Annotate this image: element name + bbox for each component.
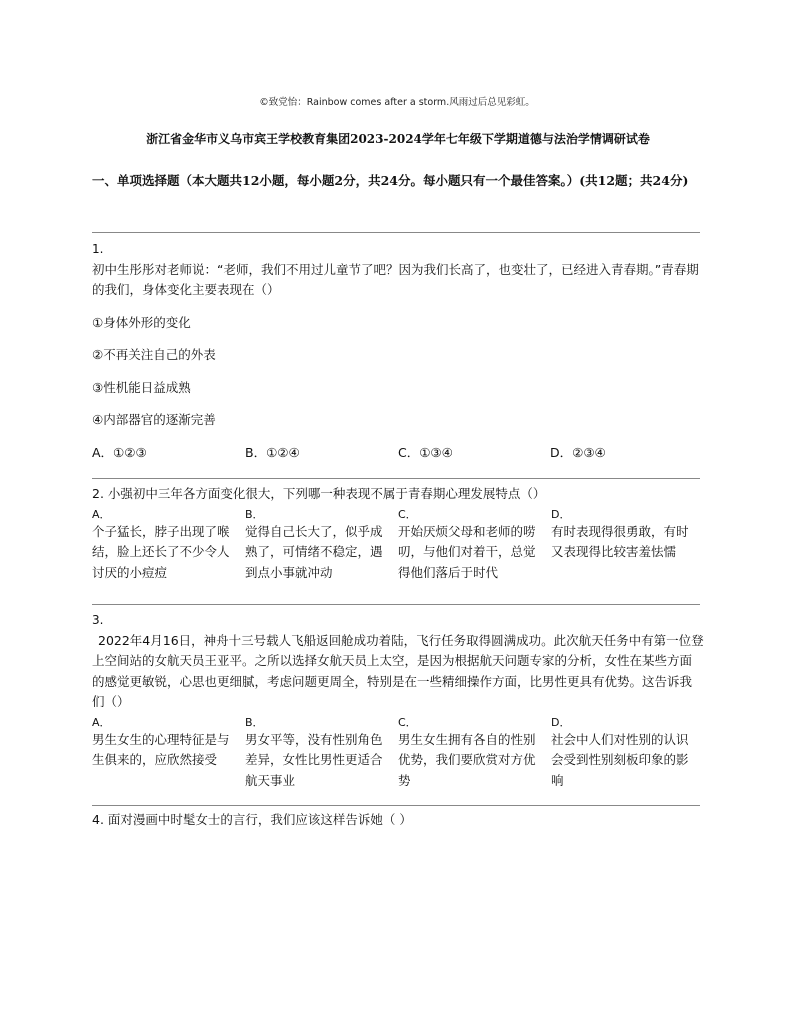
option-c[interactable]: [398, 508, 551, 584]
option-letter: A．: [92, 507, 111, 521]
option-a[interactable]: [92, 508, 245, 584]
option-text: 个子猛长，脖子出现了喉结，脸上还长了不少令人讨厌的小痘痘: [92, 523, 230, 580]
option-letter: B．: [245, 507, 264, 521]
option-letter: A．: [92, 715, 111, 729]
option-a[interactable]: A．①②③: [92, 444, 147, 460]
divider: [92, 805, 700, 806]
question-stem: 2. 小强初中三年各方面变化很大，下列哪一种表现不属于青春期心理发展特点（）: [92, 486, 546, 501]
option-text: 男生女生拥有各自的性别优势，我们要欣赏对方优势: [398, 731, 536, 788]
question-number: 3.: [92, 613, 104, 627]
option-b[interactable]: B．①②④: [245, 444, 300, 460]
question-1: [92, 239, 704, 463]
option-text: 觉得自己长大了，似乎成熟了，可情绪不稳定，遇到点小事就冲动: [245, 523, 383, 580]
statement-item: ④内部器官的逐渐完善: [92, 412, 216, 427]
section-heading: 一、单项选择题（本大题共12小题，每小题2分，共24分。每小题只有一个最佳答案。）(共12题；共24分): [92, 173, 689, 188]
document-title: 浙江省金华市义乌市宾王学校教育集团2023-2024学年七年级下学期道德与法治学情调研试卷: [146, 132, 650, 146]
option-text: 开始厌烦父母和老师的唠叨，与他们对着干，总觉得他们落后于时代: [398, 523, 536, 580]
question-stem: 2022年4月16日，神舟十三号载人飞船返回舱成功着陆，飞行任务取得圆满成功。此次航天任务中有第一位登上空间站的女航天员王亚平。之所以选择女航天员上太空，是因为根据航天问题专家的分析，女性在某些方面的感觉更敏锐，心思也更细腻，考虑问题更周全，特别是在一些精细操作方面，比男性更具有优势。这告诉我们（）: [92, 632, 704, 709]
divider: [92, 604, 700, 605]
divider: [92, 478, 700, 479]
statement-item: ③性机能日益成熟: [92, 379, 191, 395]
option-b[interactable]: [245, 508, 398, 584]
option-d[interactable]: [551, 508, 704, 584]
options-grid: [92, 716, 704, 792]
options-row: [92, 443, 704, 464]
option-text: 男女平等，没有性别角色差异，女性比男性更适合航天事业: [245, 731, 383, 788]
question-4: [92, 810, 704, 831]
question-number: 1.: [92, 242, 104, 256]
statement-item: ②不再关注自己的外表: [92, 347, 216, 362]
question-stem: 初中生彤彤对老师说：“老师，我们不用过儿童节了吧？因为我们长高了，也变壮了，已经进入青春期。”青春期的我们，身体变化主要表现在（）: [92, 261, 699, 297]
question-number: 2.: [92, 486, 104, 501]
option-letter: D．: [551, 507, 571, 521]
statement-item: ①身体外形的变化: [92, 314, 191, 330]
option-text: 有时表现得很勇敢，有时又表现得比较害羞怯懦: [551, 523, 689, 559]
question-stem: 4. 面对漫画中时髦女士的言行，我们应该这样告诉她（ ）: [92, 812, 412, 827]
option-d[interactable]: D．②③④: [550, 444, 606, 460]
option-letter: D．: [551, 715, 571, 729]
option-d[interactable]: [551, 716, 704, 792]
question-number: 4.: [92, 812, 104, 827]
watermark-text: ©致党怡：Rainbow comes after a storm.风雨过后总见彩虹。: [259, 97, 535, 108]
option-c[interactable]: C．①③④: [398, 444, 453, 460]
option-letter: C．: [398, 715, 417, 729]
option-letter: B．: [245, 715, 264, 729]
option-text: 社会中人们对性别的认识会受到性别刻板印象的影响: [551, 731, 689, 788]
divider: [92, 232, 700, 233]
option-letter: C．: [398, 507, 417, 521]
question-3: [92, 610, 704, 791]
option-text: 男生女生的心理特征是与生俱来的，应欣然接受: [92, 731, 230, 767]
option-a[interactable]: [92, 716, 245, 792]
option-b[interactable]: [245, 716, 398, 792]
option-c[interactable]: [398, 716, 551, 792]
question-2: [92, 484, 704, 583]
options-grid: [92, 508, 704, 584]
